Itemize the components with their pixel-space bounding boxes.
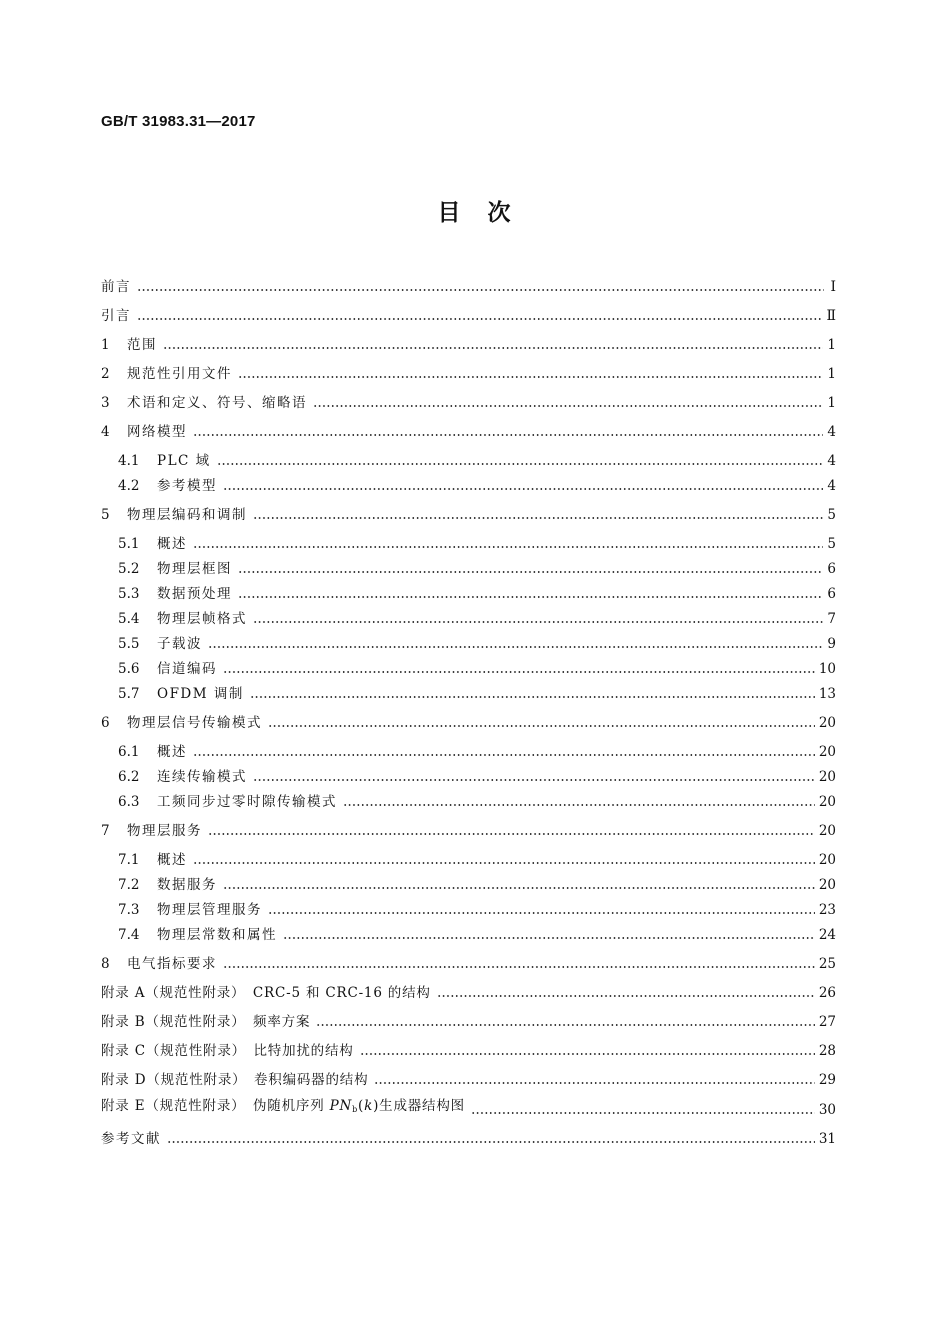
toc-entry-label: 概述 xyxy=(157,744,187,760)
toc-entry-page: 10 xyxy=(818,661,836,677)
toc-entry-7[interactable] xyxy=(101,818,836,840)
page-title: 目 次 xyxy=(437,200,513,226)
toc-entry-number: 2 xyxy=(101,366,110,382)
toc-entry-4[interactable] xyxy=(101,419,836,441)
toc-entry-page: Ⅰ xyxy=(830,279,836,295)
dot-leader xyxy=(223,965,815,969)
toc-entry-number: 5 xyxy=(101,507,110,523)
toc-entry-page: 4 xyxy=(827,478,836,494)
dot-leader xyxy=(223,670,815,674)
toc-entry-label: 附录 D（规范性附录） 卷积编码器的结构 xyxy=(101,1072,369,1088)
toc-entry-label-suffix: )生成器结构图 xyxy=(373,1098,465,1114)
dot-leader xyxy=(238,570,823,574)
dot-leader xyxy=(253,516,823,520)
toc-entry-5-2[interactable] xyxy=(118,556,836,578)
toc-entry-label: 物理层帧格式 xyxy=(157,611,247,627)
toc-entry-label: 网络模型 xyxy=(127,424,187,440)
toc-entry-5-6[interactable] xyxy=(118,656,836,678)
toc-entry-foreword[interactable] xyxy=(101,274,836,296)
toc-entry-label: 概述 xyxy=(157,536,187,552)
dot-leader xyxy=(238,375,823,379)
toc-entry-label: 子载波 xyxy=(157,636,202,652)
toc-entry-label: 物理层框图 xyxy=(157,561,232,577)
toc-entry-label xyxy=(101,1097,465,1119)
table-of-contents xyxy=(101,0,836,1344)
toc-entry-page: 9 xyxy=(827,636,836,652)
toc-entry-number: 7.3 xyxy=(118,902,140,918)
toc-entry-7-4[interactable] xyxy=(118,922,836,944)
toc-entry-2[interactable] xyxy=(101,361,836,383)
toc-entry-label: 信道编码 xyxy=(157,661,217,677)
toc-entry-6-1[interactable] xyxy=(118,739,836,761)
dot-leader xyxy=(316,1023,815,1027)
dot-leader xyxy=(163,346,823,350)
toc-entry-number: 5.2 xyxy=(118,561,140,577)
toc-entry-page: 24 xyxy=(818,927,836,943)
toc-entry-label-prefix: 附录 E（规范性附录） 伪随机序列 xyxy=(101,1098,330,1114)
paren-open: ( xyxy=(358,1098,365,1114)
toc-entry-6[interactable] xyxy=(101,710,836,732)
toc-entry-number: 7 xyxy=(101,823,110,839)
toc-entry-label: 物理层管理服务 xyxy=(157,902,262,918)
dot-leader xyxy=(208,832,815,836)
dot-leader xyxy=(374,1081,814,1085)
toc-entry-label: 电气指标要求 xyxy=(127,956,217,972)
toc-entry-page: 20 xyxy=(818,794,836,810)
toc-entry-page: 30 xyxy=(818,1102,836,1118)
toc-entry-number: 5.6 xyxy=(118,661,140,677)
toc-entry-4-2[interactable] xyxy=(118,473,836,495)
toc-entry-label: 概述 xyxy=(157,852,187,868)
toc-entry-5-3[interactable] xyxy=(118,581,836,603)
pn-symbol: PN xyxy=(329,1098,353,1114)
toc-entry-page: 20 xyxy=(818,715,836,731)
toc-entry-number: 8 xyxy=(101,956,110,972)
toc-entry-label: 术语和定义、符号、缩略语 xyxy=(127,395,307,411)
toc-entry-6-2[interactable] xyxy=(118,764,836,786)
toc-entry-page: 29 xyxy=(818,1072,836,1088)
dot-leader xyxy=(268,724,815,728)
toc-entry-page: 6 xyxy=(827,586,836,602)
toc-entry-page: 20 xyxy=(818,744,836,760)
toc-entry-8[interactable] xyxy=(101,951,836,973)
toc-entry-introduction[interactable] xyxy=(101,303,836,325)
toc-entry-number: 7.4 xyxy=(118,927,140,943)
toc-entry-page: 31 xyxy=(818,1131,836,1147)
toc-entry-number: 6.3 xyxy=(118,794,140,810)
dot-leader xyxy=(167,1140,815,1144)
toc-entry-number: 6.2 xyxy=(118,769,140,785)
toc-entry-page: 20 xyxy=(818,877,836,893)
toc-entry-label: 附录 A（规范性附录） CRC-5 和 CRC-16 的结构 xyxy=(101,985,431,1001)
toc-entry-label: 引言 xyxy=(101,308,131,324)
toc-entry-7-2[interactable] xyxy=(118,872,836,894)
toc-entry-label: 前言 xyxy=(101,279,131,295)
toc-entry-annex-c[interactable] xyxy=(101,1038,836,1060)
toc-entry-annex-e[interactable] xyxy=(101,1097,836,1119)
toc-entry-page: 7 xyxy=(827,611,836,627)
toc-entry-5-4[interactable] xyxy=(118,606,836,628)
dot-leader xyxy=(313,404,823,408)
pn-subscript: b xyxy=(352,1105,359,1114)
toc-entry-5[interactable] xyxy=(101,502,836,524)
dot-leader xyxy=(208,645,823,649)
toc-entry-page: 20 xyxy=(818,769,836,785)
toc-entry-page: 1 xyxy=(827,337,836,353)
toc-entry-5-5[interactable] xyxy=(118,631,836,653)
dot-leader xyxy=(268,911,815,915)
dot-leader xyxy=(471,1111,815,1115)
toc-entry-number: 4.1 xyxy=(118,453,140,469)
toc-entry-page: 1 xyxy=(827,395,836,411)
toc-entry-annex-b[interactable] xyxy=(101,1009,836,1031)
toc-entry-3[interactable] xyxy=(101,390,836,412)
dot-leader xyxy=(253,778,815,782)
toc-entry-number: 1 xyxy=(101,337,110,353)
dot-leader xyxy=(193,433,823,437)
dot-leader xyxy=(217,462,824,466)
toc-entry-7-1[interactable] xyxy=(118,847,836,869)
toc-entry-label: PLC 域 xyxy=(157,453,211,469)
toc-entry-label: 规范性引用文件 xyxy=(127,366,232,382)
toc-entry-label: 物理层常数和属性 xyxy=(157,927,277,943)
dot-leader xyxy=(253,620,823,624)
toc-entry-number: 4.2 xyxy=(118,478,140,494)
toc-entry-page: 4 xyxy=(827,453,836,469)
toc-entry-number: 7.1 xyxy=(118,852,140,868)
dot-leader xyxy=(193,861,815,865)
toc-entry-number: 5.1 xyxy=(118,536,140,552)
toc-entry-page: 4 xyxy=(827,424,836,440)
dot-leader xyxy=(360,1052,815,1056)
toc-entry-number: 5.3 xyxy=(118,586,140,602)
toc-entry-label: 物理层信号传输模式 xyxy=(127,715,262,731)
toc-entry-page: 13 xyxy=(818,686,836,702)
dot-leader xyxy=(238,595,823,599)
toc-entry-number: 6 xyxy=(101,715,110,731)
toc-entry-6-3[interactable] xyxy=(118,789,836,811)
toc-entry-page: 1 xyxy=(827,366,836,382)
toc-entry-label: 参考模型 xyxy=(157,478,217,494)
toc-entry-4-1[interactable] xyxy=(118,448,836,470)
toc-entry-number: 3 xyxy=(101,395,110,411)
toc-entry-label: 附录 C（规范性附录） 比特加扰的结构 xyxy=(101,1043,354,1059)
toc-entry-5-1[interactable] xyxy=(118,531,836,553)
toc-entry-label: 数据服务 xyxy=(157,877,217,893)
toc-entry-annex-a[interactable] xyxy=(101,980,836,1002)
toc-entry-number: 5.4 xyxy=(118,611,140,627)
toc-entry-page: 20 xyxy=(818,823,836,839)
toc-entry-page: 28 xyxy=(818,1043,836,1059)
dot-leader xyxy=(283,936,815,940)
toc-entry-annex-d[interactable] xyxy=(101,1067,836,1089)
dot-leader xyxy=(343,803,815,807)
dot-leader xyxy=(437,994,815,998)
toc-entry-page: 26 xyxy=(818,985,836,1001)
dot-leader xyxy=(193,753,815,757)
toc-entry-number: 6.1 xyxy=(118,744,140,760)
toc-entry-5-7[interactable] xyxy=(118,681,836,703)
toc-entry-number: 7.2 xyxy=(118,877,140,893)
dot-leader xyxy=(137,288,824,292)
dot-leader xyxy=(223,487,823,491)
dot-leader xyxy=(193,545,823,549)
toc-entry-page: 6 xyxy=(827,561,836,577)
toc-entry-page: 5 xyxy=(827,507,836,523)
toc-entry-page: 23 xyxy=(818,902,836,918)
dot-leader xyxy=(250,695,815,699)
toc-entry-page: 5 xyxy=(827,536,836,552)
toc-entry-label: 附录 B（规范性附录） 频率方案 xyxy=(101,1014,311,1030)
toc-entry-page: Ⅱ xyxy=(826,308,836,324)
toc-entry-label: 物理层编码和调制 xyxy=(127,507,247,523)
toc-entry-number: 5.5 xyxy=(118,636,140,652)
toc-entry-1[interactable] xyxy=(101,332,836,354)
toc-entry-number: 5.7 xyxy=(118,686,140,702)
toc-entry-label: 物理层服务 xyxy=(127,823,202,839)
toc-entry-label: 连续传输模式 xyxy=(157,769,247,785)
k-symbol: k xyxy=(364,1098,374,1114)
toc-entry-label: OFDM 调制 xyxy=(157,686,244,702)
toc-entry-label: 工频同步过零时隙传输模式 xyxy=(157,794,337,810)
toc-entry-7-3[interactable] xyxy=(118,897,836,919)
toc-entry-label: 数据预处理 xyxy=(157,586,232,602)
toc-entry-label: 参考文献 xyxy=(101,1131,161,1147)
toc-entry-page: 25 xyxy=(818,956,836,972)
dot-leader xyxy=(223,886,815,890)
toc-entry-page: 20 xyxy=(818,852,836,868)
standard-code: GB/T 31983.31—2017 xyxy=(101,113,256,130)
toc-entry-label: 范围 xyxy=(127,337,157,353)
toc-entry-page: 27 xyxy=(818,1014,836,1030)
toc-entry-bibliography[interactable] xyxy=(101,1126,836,1148)
dot-leader xyxy=(137,317,822,321)
toc-entry-number: 4 xyxy=(101,424,110,440)
